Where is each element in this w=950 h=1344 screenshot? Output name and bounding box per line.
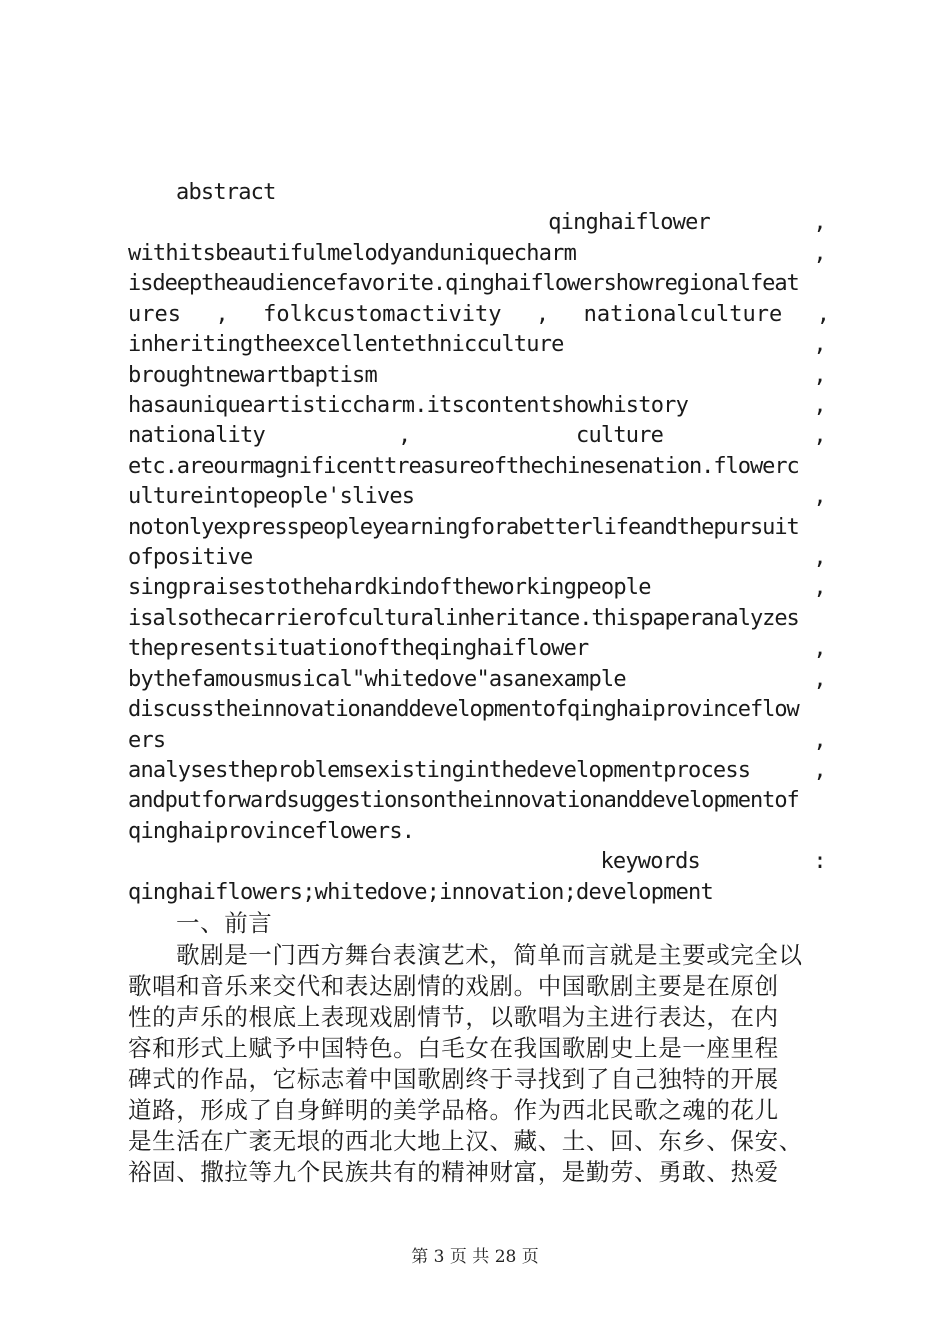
keywords-label-line — [128, 847, 830, 877]
body-line-text: 道路，形成了自身鲜明的美学品格。作为西北民歌之魂的花儿 — [128, 1096, 779, 1124]
abstract-line-part: , — [813, 423, 827, 448]
abstract-line-part: , — [215, 302, 229, 327]
abstract-line-text: ers — [128, 728, 166, 753]
abstract-line-mark: , — [813, 728, 827, 753]
abstract-line-mark: , — [813, 332, 827, 357]
abstract-line-text: andputforwardsuggestionsontheinnovationanddevelopmentof — [128, 788, 799, 813]
abstract-line-text: broughtnewartbaptism — [128, 363, 377, 388]
abstract-line — [128, 695, 830, 725]
abstract-line — [128, 786, 830, 816]
body-line — [128, 1126, 830, 1156]
section-heading-text: 一、前言 — [176, 909, 273, 937]
abstract-line-mark: , — [813, 484, 827, 509]
abstract-line-mark: , — [813, 393, 827, 418]
abstract-line — [128, 634, 830, 664]
abstract-line-mark: , — [813, 210, 827, 235]
abstract-line-text: isalsothecarrierofculturalinheritance.thispaperanalyzes — [128, 606, 799, 631]
abstract-line — [128, 330, 830, 360]
abstract-line — [128, 513, 830, 543]
abstract-line-mark: , — [813, 575, 827, 600]
section-heading — [176, 908, 830, 938]
body-line — [176, 940, 830, 970]
abstract-line-part: , — [816, 302, 830, 327]
abstract-line-text: discusstheinnovationanddevelopmentofqinghaiprovinceflow — [128, 697, 799, 722]
abstract-line-text: thepresentsituationoftheqinghaiflower — [128, 636, 589, 661]
abstract-line — [128, 482, 830, 512]
keywords-label: keywords — [600, 849, 700, 874]
page-footer: 第 3 页 共 28 页 — [411, 1247, 539, 1267]
abstract-line — [128, 300, 830, 330]
abstract-line-text: qinghaiprovinceflowers. — [128, 819, 415, 844]
abstract-line-text: etc.areourmagnificenttreasureofthechinesenation.flowerc — [128, 454, 799, 479]
abstract-line-mark: , — [813, 545, 827, 570]
body-line — [128, 1002, 830, 1032]
abstract-line-part: culture — [576, 423, 664, 448]
keywords-value: qinghaiflowers;whitedove;innovation;development — [128, 880, 713, 905]
abstract-line-mark: , — [813, 363, 827, 388]
abstract-line-text: notonlyexpresspeopleyearningforabetterlifeandthepursuit — [128, 515, 799, 540]
abstract-line-part: nationalculture — [583, 302, 783, 327]
abstract-heading-text: abstract — [176, 180, 276, 205]
abstract-line-mark: , — [813, 667, 827, 692]
abstract-line — [128, 665, 830, 695]
abstract-line-part: ures — [128, 302, 181, 327]
abstract-line-part: , — [535, 302, 550, 327]
body-line — [128, 1157, 830, 1187]
abstract-line — [128, 269, 830, 299]
body-line-text: 容和形式上赋予中国特色。白毛女在我国歌剧史上是一座里程 — [128, 1034, 779, 1062]
abstract-line — [128, 573, 830, 603]
abstract-line-text: singpraisestothehardkindoftheworkingpeople — [128, 575, 651, 600]
abstract-line-mark: , — [813, 758, 827, 783]
abstract-line — [128, 604, 830, 634]
body-line — [128, 1095, 830, 1125]
abstract-line-text: isdeeptheaudiencefavorite.qinghaiflowershowregionalfeat — [128, 271, 799, 296]
body-line — [128, 1064, 830, 1094]
abstract-line-mark: , — [813, 636, 827, 661]
keywords-value-line — [128, 878, 830, 908]
body-line — [128, 1033, 830, 1063]
abstract-line-text: inheritingtheexcellentethnicculture — [128, 332, 564, 357]
abstract-line-text: bythefamousmusical"whitedove"asanexample — [128, 667, 626, 692]
body-line-text: 性的声乐的根底上表现戏剧情节，以歌唱为主进行表达，在内 — [128, 1003, 779, 1031]
abstract-line — [128, 817, 830, 847]
abstract-line-text: analysestheproblemsexistinginthedevelopmentprocess — [128, 758, 751, 783]
abstract-line — [128, 452, 830, 482]
abstract-line-text: hasauniqueartisticcharm.itscontentshowhistory — [128, 393, 689, 418]
body-line — [128, 971, 830, 1001]
body-line-text: 裕固、撒拉等九个民族共有的精神财富，是勤劳、勇敢、热爱 — [128, 1158, 779, 1186]
keywords-colon: : — [813, 849, 827, 874]
abstract-line — [128, 239, 830, 269]
abstract-heading — [176, 178, 830, 208]
abstract-line — [128, 421, 830, 451]
body-line-text: 碑式的作品，它标志着中国歌剧终于寻找到了自己独特的开展 — [128, 1065, 779, 1093]
body-line-text: 歌剧是一门西方舞台表演艺术，简单而言就是主要或完全以 — [176, 941, 803, 969]
abstract-line — [128, 391, 830, 421]
abstract-line-part: , — [398, 423, 411, 448]
abstract-line — [128, 756, 830, 786]
abstract-line-mark: , — [813, 241, 827, 266]
abstract-line-text: ultureintopeople'slives — [128, 484, 415, 509]
body-line-text: 是生活在广袤无垠的西北大地上汉、藏、土、回、东乡、保安、 — [128, 1127, 803, 1155]
body-line-text: 歌唱和音乐来交代和表达剧情的戏剧。中国歌剧主要是在原创 — [128, 972, 779, 1000]
abstract-line-text: ofpositive — [128, 545, 253, 570]
abstract-line-text: withitsbeautifulmelodyanduniquecharm — [128, 241, 577, 266]
abstract-line — [128, 726, 830, 756]
abstract-line-part: folkcustomactivity — [263, 302, 502, 327]
abstract-line — [128, 208, 830, 238]
abstract-line — [128, 543, 830, 573]
abstract-line — [128, 361, 830, 391]
abstract-line-part: nationality — [128, 423, 265, 448]
abstract-line-text: qinghaiflower — [548, 210, 710, 235]
